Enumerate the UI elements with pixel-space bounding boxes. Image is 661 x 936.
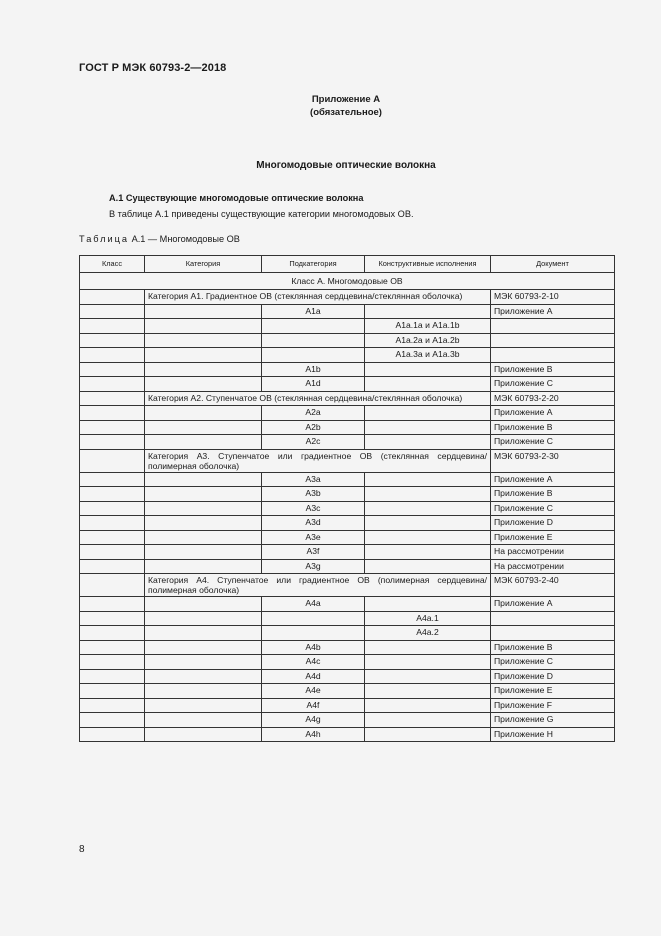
design-cell <box>365 713 491 728</box>
page-number: 8 <box>79 844 85 855</box>
class-cell <box>80 655 145 670</box>
subcategory-cell: A2c <box>262 435 365 450</box>
subcategory-cell: A2b <box>262 420 365 435</box>
category-cell <box>145 597 262 612</box>
class-cell <box>80 597 145 612</box>
category-cell <box>145 684 262 699</box>
class-cell <box>80 304 145 319</box>
subcategory-cell: A3d <box>262 516 365 531</box>
subcategory-cell: A3e <box>262 530 365 545</box>
category-cell <box>145 333 262 348</box>
category-document: МЭК 60793-2-40 <box>491 574 615 597</box>
class-cell <box>80 377 145 392</box>
class-cell <box>80 348 145 363</box>
category-cell <box>145 698 262 713</box>
document-cell: Приложение А <box>491 406 615 421</box>
class-cell <box>80 611 145 626</box>
table-body <box>80 273 615 742</box>
category-cell <box>145 487 262 502</box>
table-row <box>80 406 615 421</box>
table-row <box>80 420 615 435</box>
table-row <box>80 698 615 713</box>
design-cell <box>365 698 491 713</box>
document-cell <box>491 626 615 641</box>
class-cell <box>80 449 145 472</box>
class-row <box>80 273 615 290</box>
design-cell: A4a.1 <box>365 611 491 626</box>
category-cell <box>145 501 262 516</box>
category-row <box>80 574 615 597</box>
category-cell <box>145 727 262 742</box>
class-cell <box>80 545 145 560</box>
document-cell: Приложение G <box>491 713 615 728</box>
design-cell <box>365 406 491 421</box>
annex-status: (обязательное) <box>310 107 382 118</box>
subsection-number: А.1 <box>109 193 124 203</box>
document-cell: Приложение С <box>491 435 615 450</box>
table-row <box>80 362 615 377</box>
class-cell <box>80 501 145 516</box>
design-cell <box>365 530 491 545</box>
table-row <box>80 501 615 516</box>
class-cell <box>80 333 145 348</box>
section-title: Многомодовые оптические волокна <box>256 160 436 171</box>
class-cell <box>80 435 145 450</box>
class-cell <box>80 698 145 713</box>
design-cell: A1a.1a и A1a.1b <box>365 319 491 334</box>
design-cell <box>365 545 491 560</box>
standard-header: ГОСТ Р МЭК 60793-2—2018 <box>79 62 227 74</box>
document-cell: Приложение В <box>491 640 615 655</box>
class-cell <box>80 516 145 531</box>
category-text: Категория А4. Ступенчатое или градиентное ОВ (полимерная сердцевина/полимерная оболочка) <box>145 574 491 597</box>
design-cell: A4a.2 <box>365 626 491 641</box>
subcategory-cell: A4f <box>262 698 365 713</box>
subcategory-cell: A3g <box>262 559 365 574</box>
design-cell <box>365 516 491 531</box>
document-cell: Приложение Е <box>491 530 615 545</box>
table-row <box>80 727 615 742</box>
category-row <box>80 290 615 305</box>
design-cell <box>365 487 491 502</box>
table-caption-prefix: Таблица <box>79 234 130 244</box>
category-document: МЭК 60793-2-10 <box>491 290 615 305</box>
header-designs: Конструктивные исполнения <box>365 256 491 273</box>
header-class: Класс <box>80 256 145 273</box>
design-cell <box>365 640 491 655</box>
category-cell <box>145 713 262 728</box>
table-row <box>80 611 615 626</box>
document-cell: Приложение А <box>491 472 615 487</box>
category-cell <box>145 362 262 377</box>
class-cell <box>80 727 145 742</box>
subcategory-cell: A4d <box>262 669 365 684</box>
document-cell: Приложение А <box>491 304 615 319</box>
table-row <box>80 516 615 531</box>
class-cell <box>80 472 145 487</box>
subcategory-cell: A3c <box>262 501 365 516</box>
category-cell <box>145 640 262 655</box>
category-cell <box>145 559 262 574</box>
category-cell <box>145 626 262 641</box>
category-cell <box>145 669 262 684</box>
design-cell <box>365 304 491 319</box>
class-cell <box>80 574 145 597</box>
subcategory-cell: A1d <box>262 377 365 392</box>
document-cell: Приложение А <box>491 597 615 612</box>
table-row <box>80 435 615 450</box>
subcategory-cell <box>262 348 365 363</box>
annex-title: Приложение А <box>311 94 381 105</box>
table-row <box>80 530 615 545</box>
table-row <box>80 655 615 670</box>
table-caption <box>79 234 240 244</box>
subcategory-cell: A4h <box>262 727 365 742</box>
subsection-heading <box>109 193 363 203</box>
design-cell <box>365 420 491 435</box>
design-cell <box>365 559 491 574</box>
design-cell <box>365 727 491 742</box>
subcategory-cell: A2a <box>262 406 365 421</box>
table-row <box>80 626 615 641</box>
table-row <box>80 487 615 502</box>
class-cell <box>80 530 145 545</box>
category-cell <box>145 435 262 450</box>
class-cell <box>80 640 145 655</box>
category-cell <box>145 530 262 545</box>
category-cell <box>145 319 262 334</box>
class-cell <box>80 319 145 334</box>
class-cell <box>80 669 145 684</box>
document-cell: Приложение С <box>491 377 615 392</box>
category-cell <box>145 420 262 435</box>
design-cell <box>365 377 491 392</box>
document-cell: Приложение D <box>491 516 615 531</box>
subcategory-cell <box>262 319 365 334</box>
design-cell: A1a.3a и A1a.3b <box>365 348 491 363</box>
table-row <box>80 319 615 334</box>
category-document: МЭК 60793-2-30 <box>491 449 615 472</box>
document-cell: Приложение В <box>491 362 615 377</box>
table-row <box>80 640 615 655</box>
design-cell <box>365 362 491 377</box>
table-row <box>80 597 615 612</box>
document-cell <box>491 611 615 626</box>
subsection-title: Существующие многомодовые оптические волокна <box>125 193 364 203</box>
design-cell <box>365 597 491 612</box>
class-cell <box>80 420 145 435</box>
fiber-table <box>79 255 615 742</box>
document-cell: Приложение С <box>491 655 615 670</box>
table-row <box>80 348 615 363</box>
intro-paragraph: В таблице А.1 приведены существующие категории многомодовых ОВ. <box>109 209 414 219</box>
table-row <box>80 684 615 699</box>
design-cell: A1a.2a и A1a.2b <box>365 333 491 348</box>
category-cell <box>145 516 262 531</box>
header-document: Документ <box>491 256 615 273</box>
document-cell: Приложение D <box>491 669 615 684</box>
subcategory-cell: A4a <box>262 597 365 612</box>
table-header-row <box>80 256 615 273</box>
document-cell: Приложение В <box>491 420 615 435</box>
subcategory-cell: A3f <box>262 545 365 560</box>
class-cell <box>80 626 145 641</box>
table-row <box>80 669 615 684</box>
design-cell <box>365 655 491 670</box>
table-row <box>80 472 615 487</box>
class-cell <box>80 487 145 502</box>
header-subcategory: Подкатегория <box>262 256 365 273</box>
subcategory-cell: A4c <box>262 655 365 670</box>
category-cell <box>145 472 262 487</box>
table-row <box>80 333 615 348</box>
document-cell: Приложение С <box>491 501 615 516</box>
category-text: Категория А3. Ступенчатое или градиентное ОВ (стеклянная сердцевина/полимерная оболочка) <box>145 449 491 472</box>
category-cell <box>145 304 262 319</box>
table-row <box>80 559 615 574</box>
class-cell <box>80 684 145 699</box>
category-cell <box>145 377 262 392</box>
category-document: МЭК 60793-2-20 <box>491 391 615 406</box>
subcategory-cell: A1b <box>262 362 365 377</box>
document-cell: Приложение В <box>491 487 615 502</box>
category-cell <box>145 406 262 421</box>
subcategory-cell: A4e <box>262 684 365 699</box>
design-cell <box>365 435 491 450</box>
table-row <box>80 713 615 728</box>
design-cell <box>365 472 491 487</box>
subcategory-cell <box>262 611 365 626</box>
class-cell <box>80 713 145 728</box>
table-caption-text: А.1 — Многомодовые ОВ <box>129 234 240 244</box>
document-cell <box>491 319 615 334</box>
subcategory-cell: A4g <box>262 713 365 728</box>
class-cell <box>80 391 145 406</box>
subcategory-cell: A3a <box>262 472 365 487</box>
document-cell: На рассмотрении <box>491 559 615 574</box>
category-cell <box>145 545 262 560</box>
table-row <box>80 304 615 319</box>
subcategory-cell: A1a <box>262 304 365 319</box>
class-cell <box>80 406 145 421</box>
table-row <box>80 545 615 560</box>
category-cell <box>145 348 262 363</box>
document-cell <box>491 333 615 348</box>
class-cell <box>80 290 145 305</box>
design-cell <box>365 669 491 684</box>
category-text: Категория А1. Градиентное ОВ (стеклянная сердцевина/стеклянная оболочка) <box>145 290 491 305</box>
category-cell <box>145 611 262 626</box>
document-cell: На рассмотрении <box>491 545 615 560</box>
header-category: Категория <box>145 256 262 273</box>
class-cell <box>80 362 145 377</box>
design-cell <box>365 501 491 516</box>
class-row-cell: Класс А. Многомодовые ОВ <box>80 273 615 290</box>
class-cell <box>80 559 145 574</box>
table-row <box>80 377 615 392</box>
design-cell <box>365 684 491 699</box>
document-cell: Приложение F <box>491 698 615 713</box>
subcategory-cell <box>262 626 365 641</box>
category-text: Категория А2. Ступенчатое ОВ (стеклянная сердцевина/стеклянная оболочка) <box>145 391 491 406</box>
document-cell: Приложение Н <box>491 727 615 742</box>
category-cell <box>145 655 262 670</box>
subcategory-cell <box>262 333 365 348</box>
document-cell <box>491 348 615 363</box>
document-cell: Приложение Е <box>491 684 615 699</box>
category-row <box>80 449 615 472</box>
annex-heading <box>0 93 661 119</box>
subcategory-cell: A3b <box>262 487 365 502</box>
subcategory-cell: A4b <box>262 640 365 655</box>
category-row <box>80 391 615 406</box>
